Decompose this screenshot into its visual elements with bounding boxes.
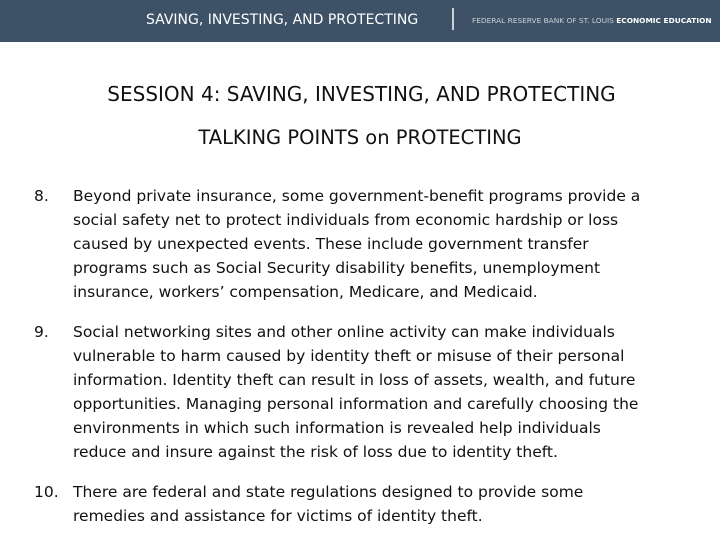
org-name-prefix: FEDERAL RESERVE BANK OF ST. LOUIS bbox=[472, 16, 614, 25]
talking-point-line: Social networking sites and other online activity can make individuals bbox=[73, 323, 615, 341]
talking-point-line: caused by unexpected events. These include government transfer bbox=[73, 235, 589, 253]
talking-point-text bbox=[73, 480, 713, 528]
talking-points-list bbox=[34, 184, 714, 544]
talking-point-line: opportunities. Managing personal information and carefully choosing the bbox=[73, 395, 639, 413]
talking-point-line: information. Identity theft can result in loss of assets, wealth, and future bbox=[73, 371, 636, 389]
talking-point-line: insurance, workers’ compensation, Medicare, and Medicaid. bbox=[73, 283, 538, 301]
talking-point-line: remedies and assistance for victims of identity theft. bbox=[73, 507, 483, 525]
header-divider bbox=[452, 8, 454, 30]
talking-point-line: environments in which such information is revealed help individuals bbox=[73, 419, 601, 437]
talking-point-number: 9. bbox=[34, 323, 49, 341]
org-name bbox=[472, 16, 712, 25]
header-title: SAVING, INVESTING, AND PROTECTING bbox=[146, 12, 419, 28]
talking-point-number: 8. bbox=[34, 187, 49, 205]
talking-point-line: social safety net to protect individuals from economic hardship or loss bbox=[73, 211, 619, 229]
talking-point-line: Beyond private insurance, some government-benefit programs provide a bbox=[73, 187, 641, 205]
org-name-suffix: ECONOMIC EDUCATION bbox=[616, 16, 712, 25]
talking-point-line: vulnerable to harm caused by identity theft or misuse of their personal bbox=[73, 347, 625, 365]
talking-point-text bbox=[73, 320, 713, 464]
talking-point-line: reduce and insure against the risk of loss due to identity theft. bbox=[73, 443, 558, 461]
talking-point-text bbox=[73, 184, 713, 304]
talking-point bbox=[34, 480, 714, 528]
talking-point bbox=[34, 184, 714, 304]
talking-point bbox=[34, 320, 714, 464]
header-banner bbox=[0, 0, 720, 42]
session-title: SESSION 4: SAVING, INVESTING, AND PROTECTING bbox=[107, 82, 616, 106]
talking-point-line: programs such as Social Security disability benefits, unemployment bbox=[73, 259, 601, 277]
talking-point-number: 10. bbox=[34, 483, 59, 501]
talking-point-line: There are federal and state regulations designed to provide some bbox=[73, 483, 584, 501]
talking-points-title: TALKING POINTS on PROTECTING bbox=[198, 126, 522, 149]
